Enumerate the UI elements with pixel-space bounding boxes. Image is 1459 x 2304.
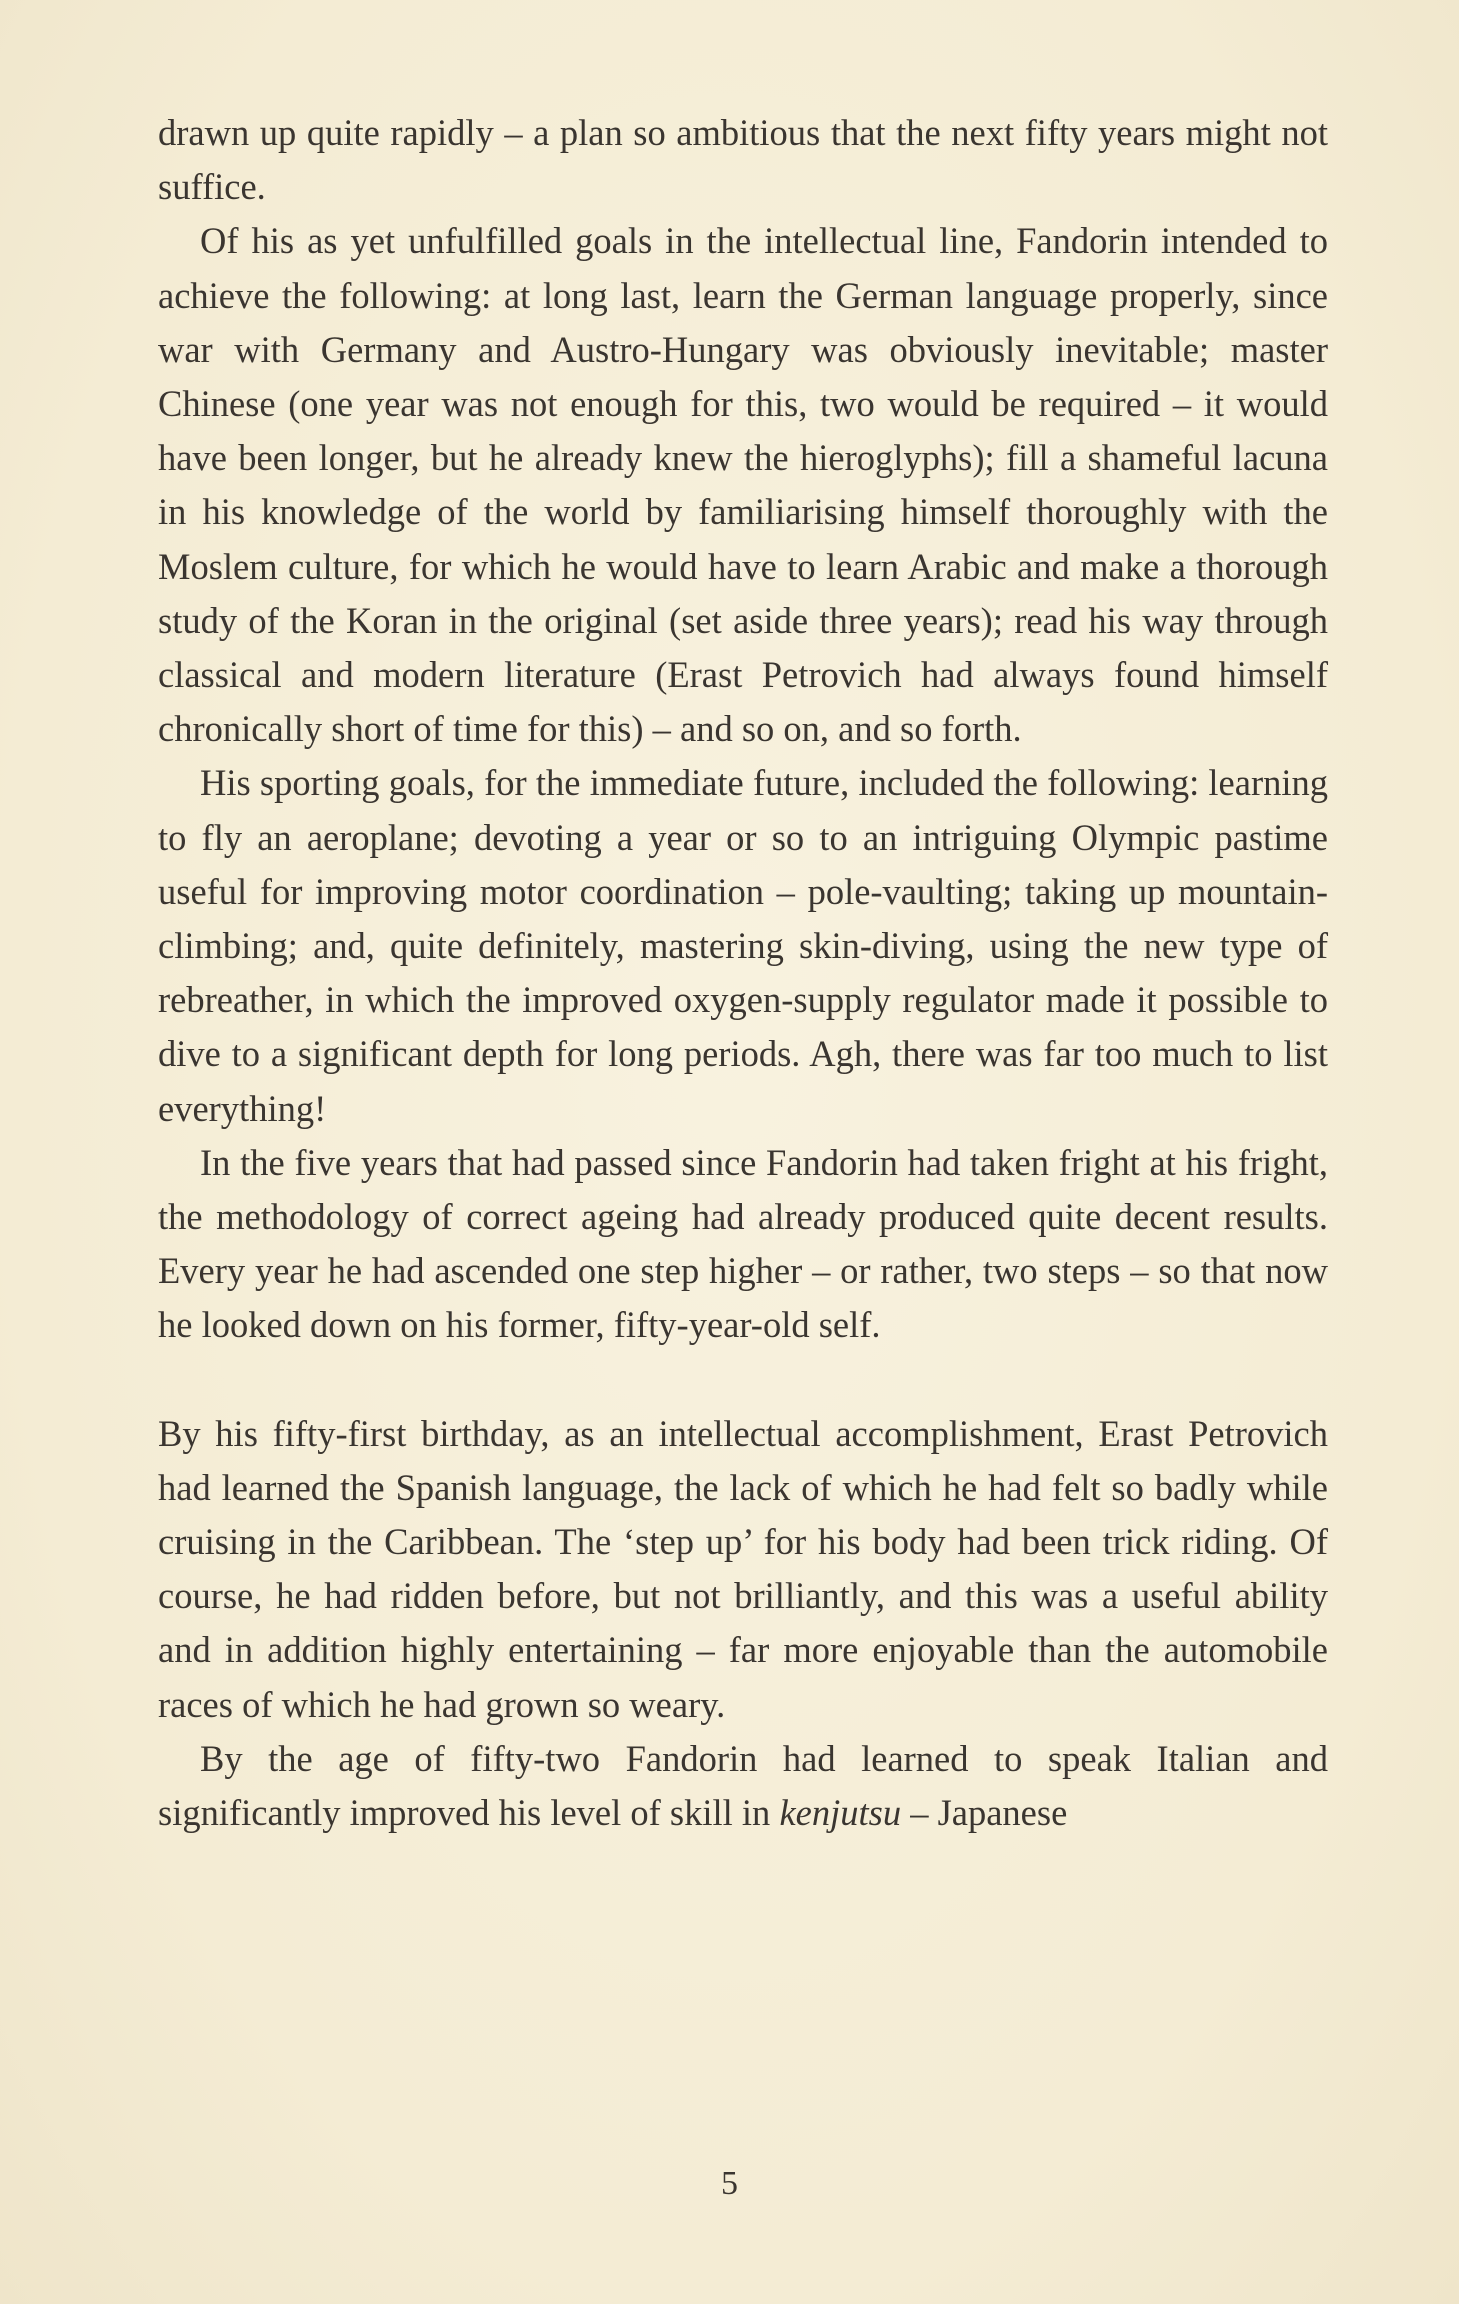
italic-term: kenjutsu: [779, 1792, 902, 1834]
paragraph-1: drawn up quite rapidly – a plan so ambitious that the next fifty years might not suffice.: [158, 112, 1328, 208]
paragraph-2: Of his as yet unfulfilled goals in the intellectual line, Fandorin intended to achieve the following: at long last, learn the German language properly, since war with Germany and Austro-Hungary was obviously inevitable; master Chinese (one year was not enough for this, two would be required – it would have been longer, but he already knew the hieroglyphs); fill a shameful lacuna in his knowledge of the world by familiarising himself thoroughly with the Moslem culture, for which he would have to learn Arabic and make a thorough study of the Koran in the original (set aside three years); read his way through classical and modern literature (Erast Petrovich had always found himself chronically short of time for this) – and so on, and so forth.: [158, 220, 1328, 750]
paragraph-6-end: – Japanese: [901, 1792, 1068, 1834]
body-text: [158, 106, 1328, 1840]
paragraph-3: His sporting goals, for the immediate future, included the following: learning to fly an aeroplane; devoting a year or so to an intriguing Olympic pastime useful for improving motor coordination – pole-vaulting; taking up mountain-climbing; and, quite definitely, mastering skin-diving, using the new type of rebreather, in which the improved oxygen-supply regulator made it possible to dive to a significant depth for long periods. Agh, there was far too much to list everything!: [158, 762, 1328, 1129]
paragraph-5: By his fifty-first birthday, as an intellectual accomplishment, Erast Petrovich had learned the Spanish language, the lack of which he had felt so badly while cruising in the Caribbean. The ‘step up’ for his body had been trick riding. Of course, he had ridden before, but not brilliantly, and this was a useful ability and in addition highly entertaining – far more enjoyable than the automobile races of which he had grown so weary.: [158, 1412, 1328, 1725]
paragraph-6-start: By the age of fifty-two Fandorin had learned to speak Italian and significantly improved his level of skill in: [158, 1737, 1328, 1834]
page-number: 5: [721, 2165, 738, 2202]
section-break: [158, 1353, 1328, 1407]
paragraph-4: In the five years that had passed since Fandorin had taken fright at his fright, the methodology of correct ageing had already produced quite decent results. Every year he had ascended one step higher – or rather, two steps – so that now he looked down on his former, fifty-year-old self.: [158, 1141, 1328, 1346]
paragraph-6: [158, 1732, 1328, 1840]
